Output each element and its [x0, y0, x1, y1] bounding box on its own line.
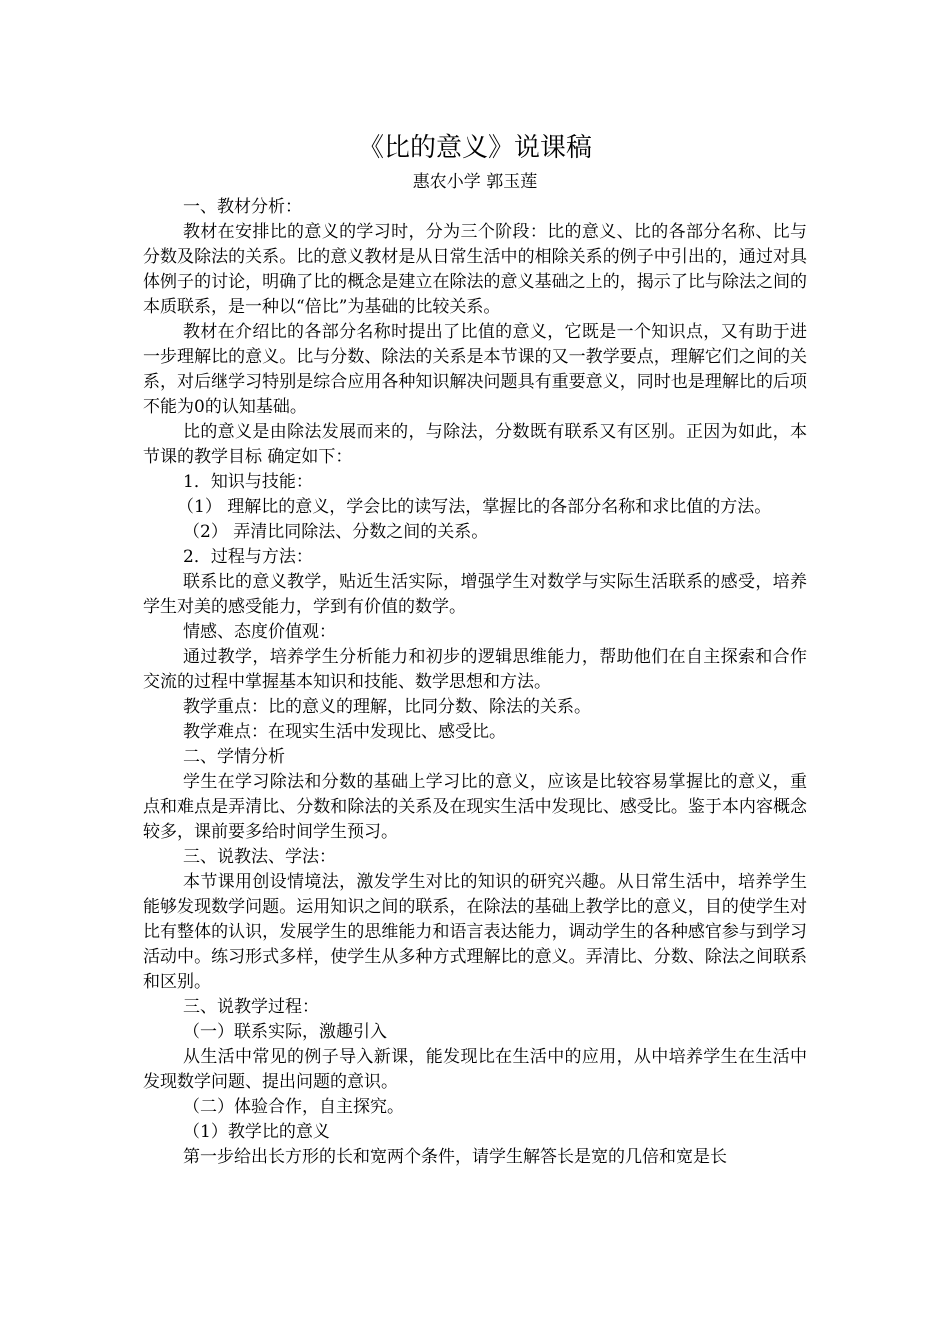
subheading: 情感、态度价值观：	[183, 622, 336, 642]
paragraph: 第一步给出长方形的长和宽两个条件，请学生解答长是宽的几倍和宽是长	[183, 1147, 727, 1167]
paragraph: 学生在学习除法和分数的基础上学习比的意义，应该是比较容易掌握比的意义，重点和难点是弄清比、分数和除法的关系及在现实生活中发现比、感受比。鉴于本内容概念较多，课前要多给时间学生预习。	[143, 772, 807, 842]
subheading: 2．过程与方法：	[183, 547, 313, 567]
paragraph: 从生活中常见的例子导入新课，能发现比在生活中的应用，从中培养学生在生活中发现数学问题、提出问题的意识。	[143, 1047, 807, 1092]
document-title: 《比的意义》说课稿	[357, 133, 592, 163]
section-heading-1: 一、教材分析：	[183, 197, 302, 217]
paragraph: 教材在介绍比的各部分名称时提出了比值的意义，它既是一个知识点，又有助于进一步理解比的意义。比与分数、除法的关系是本节课的又一教学要点，理解它们之间的关系，对后继学习特别是综合应用各种知识解决问题具有重要意义，同时也是理解比的后项不能为0的认知基础。	[143, 322, 807, 417]
paragraph: 教材在安排比的意义的学习时，分为三个阶段：比的意义、比的各部分名称、比与分数及除法的关系。比的意义教材是从日常生活中的相除关系的例子中引出的，通过对具体例子的讨论，明确了比的概念是建立在除法的意义基础之上的，揭示了比与除法之间的本质联系，是一种以“倍比”为基础的比较关系。	[143, 222, 807, 317]
subheading: （1）教学比的意义	[183, 1122, 330, 1142]
list-item: （2） 弄清比同除法、分数之间的关系。	[183, 522, 489, 542]
paragraph: 联系比的意义教学，贴近生活实际，增强学生对数学与实际生活联系的感受，培养学生对美的感受能力，学到有价值的数学。	[143, 572, 807, 617]
paragraph: 本节课用创设情境法，激发学生对比的知识的研究兴趣。从日常生活中，培养学生能够发现数学问题。运用知识之间的联系，在除法的基础上教学比的意义，目的使学生对比有整体的认识，发展学生的思维能力和语言表达能力，调动学生的各种感官参与到学习活动中。练习形式多样，使学生从多种方式理解比的意义。弄清比、分数、除法之间联系和区别。	[143, 872, 807, 992]
document-body	[143, 130, 807, 1170]
author-line: 惠农小学 郭玉莲	[412, 172, 538, 192]
section-heading-4: 三、说教学过程：	[183, 997, 319, 1017]
section-heading-2: 二、学情分析	[183, 747, 285, 767]
paragraph: 教学难点：在现实生活中发现比、感受比。	[183, 722, 506, 742]
subheading: 1．知识与技能：	[183, 472, 313, 492]
section-heading-3: 三、说教法、学法：	[183, 847, 336, 867]
paragraph: 教学重点：比的意义的理解，比同分数、除法的关系。	[183, 697, 591, 717]
paragraph: 通过教学，培养学生分析能力和初步的逻辑思维能力，帮助他们在自主探索和合作交流的过程中掌握基本知识和技能、数学思想和方法。	[143, 647, 807, 692]
subheading: （一）联系实际，激趣引入	[183, 1022, 387, 1042]
subheading: （二）体验合作，自主探究。	[183, 1097, 404, 1117]
paragraph: 比的意义是由除法发展而来的，与除法，分数既有联系又有区别。正因为如此，本节课的教学目标 确定如下：	[143, 422, 807, 467]
list-item: （1） 理解比的意义，学会比的读写法，掌握比的各部分名称和求比值的方法。	[177, 497, 772, 517]
